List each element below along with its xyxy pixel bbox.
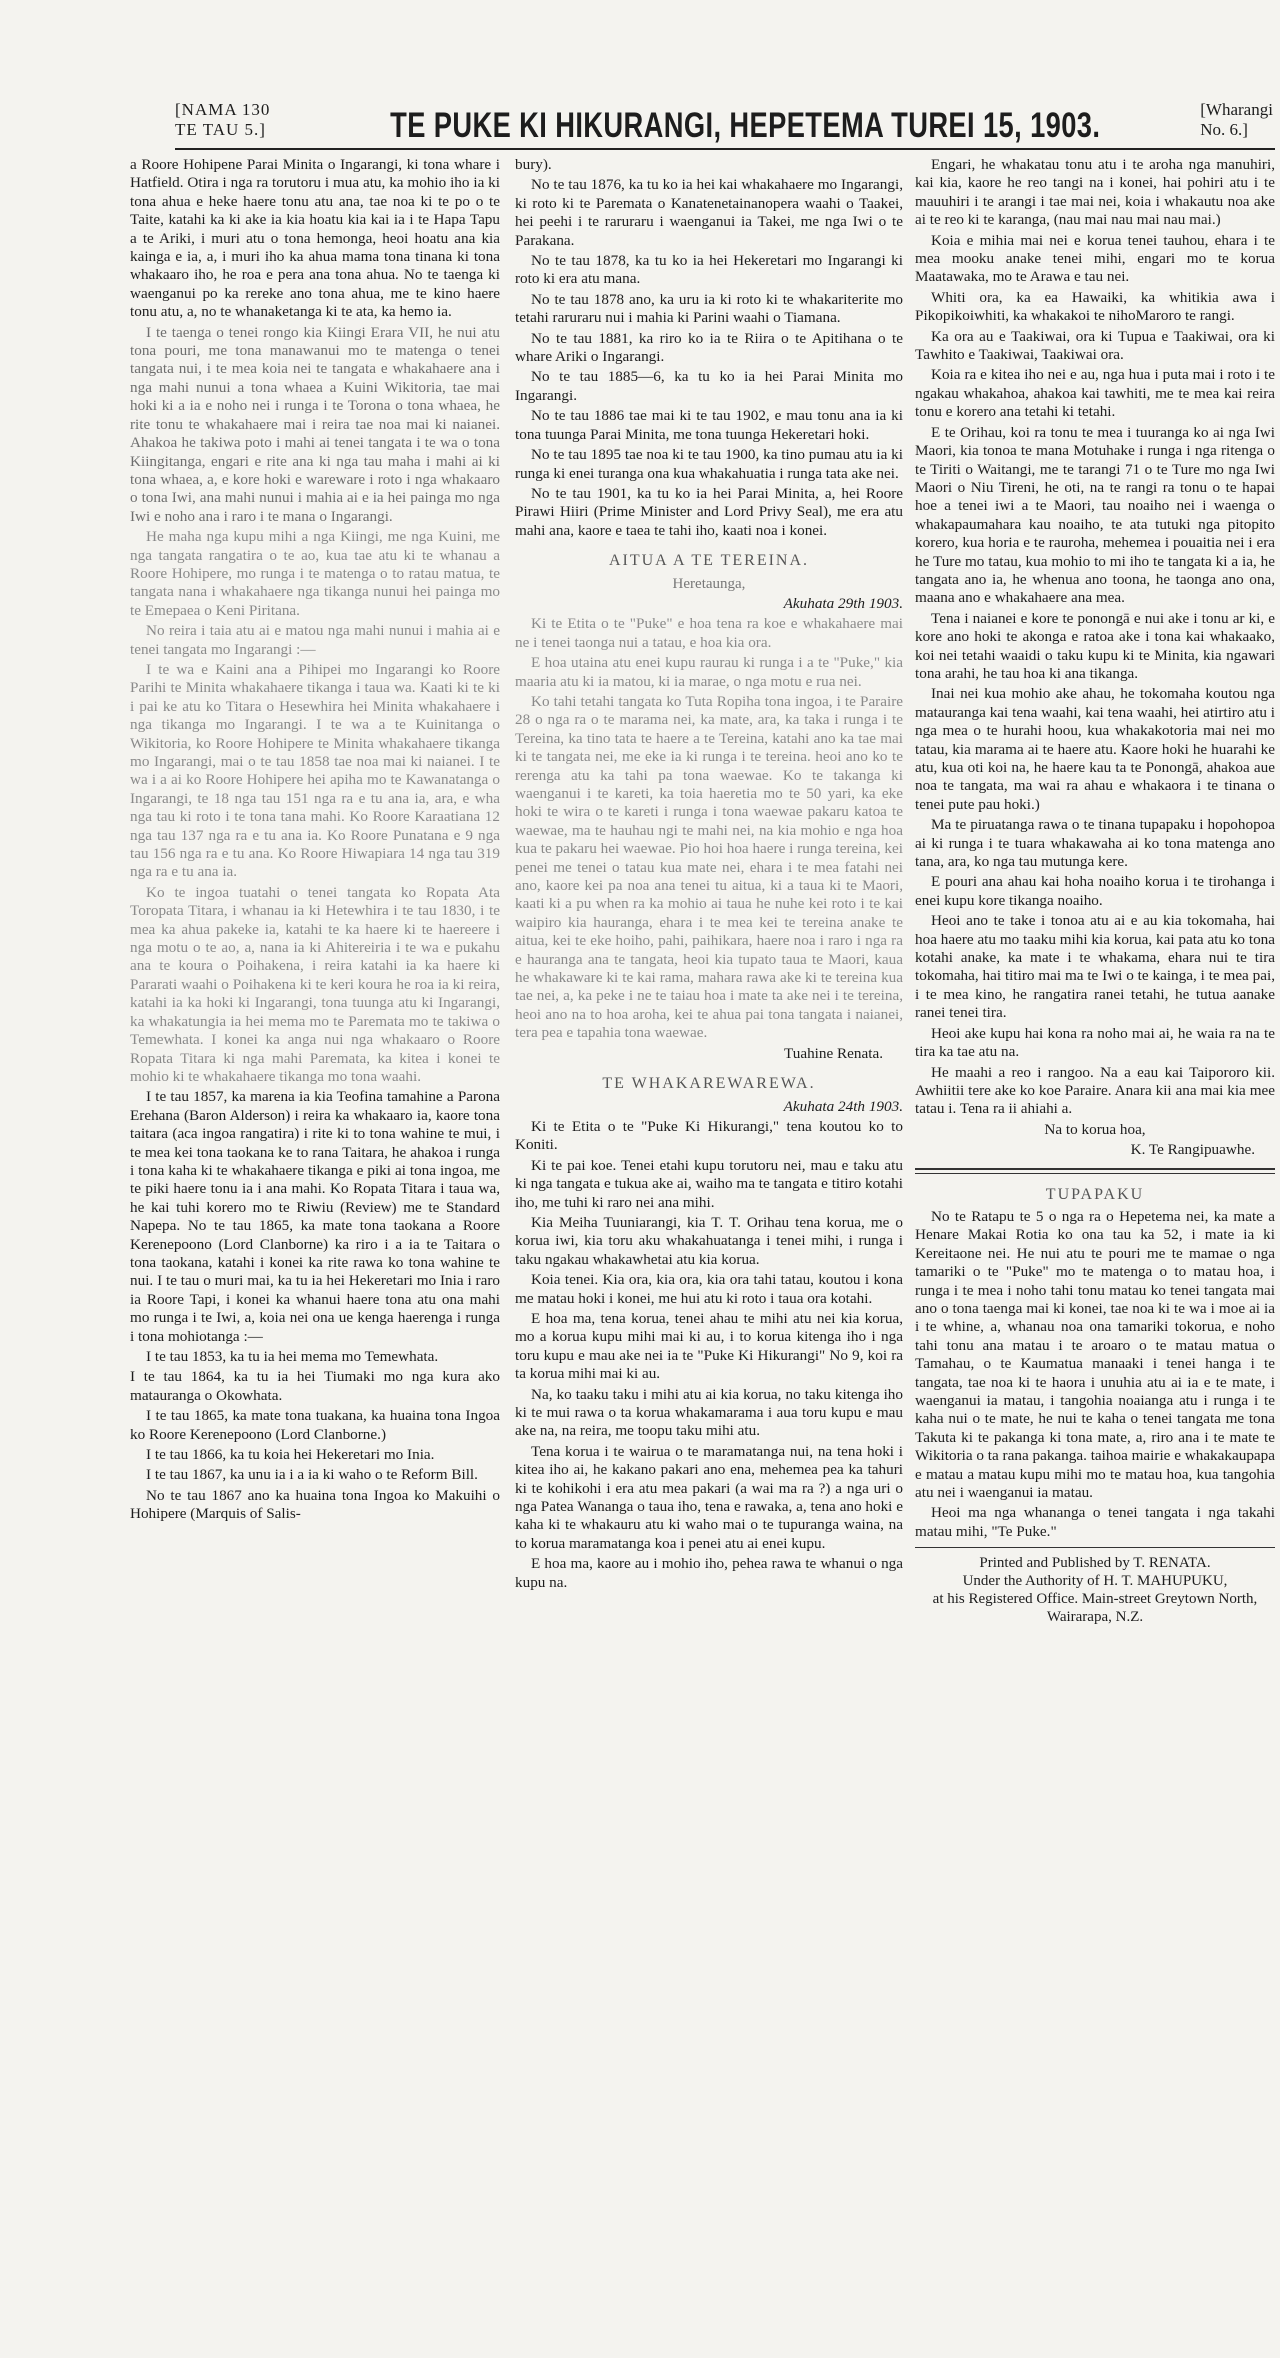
column-2 [515,156,903,1594]
paragraph: a Roore Hohipene Parai Minita o Ingarangi, ki tona whare i Hatfield. Otira i nga ra torutoru i mua atu, ka mohio iho ia ki tona ahua e heke haere tonu atu ana, tae noa ki te po o te Taite, katahi ka ki ake ia kia hoatu kia kai ia i te Hapa Tapu a te Ariki, i muri atu o tona hemonga, heoi hoatu ana kia kainga e ia, a, i muri iho ka ahua mama tona tinana ki tona whakaaro iho, he roa e pera ana tona ahua. No te taenga ki waenganui po ka rereke ano tona ahua, me te kino haere tonu atu, a, no te whanaketanga ki te ata, ka hemo ia. [130,156,500,321]
paragraph: I te tau 1866, ka tu koia hei Hekeretari mo Inia. [146,1446,435,1464]
paragraph: No te tau 1876, ka tu ko ia hei kai whakahaere mo Ingarangi, ki roto ki te Paremata o Kanatenetainanopera waahi o Taakei, hei peehi i te raruraru i waenganui ia Takei, me nga Iwi o te Parakana. [515,176,903,249]
masthead [175,92,1275,150]
paragraph: E te Orihau, koi ra tonu te mea i tuuranga ko ai nga Iwi Maori, kia tonoa te mana Motuhake i runga i nga ritenga o te Tiriti o Waitangi, me te tarangi 71 o te Ture mo nga Iwi Maori o Niu Tireni, he oti, na te rangi ra tonu o te hapai hoe a tenei iwi a te Maori, tau noaiho nei i waenga o whakapaumahara kau noaiho, te ata tutuki nga pitopito korero, kua horia e te rauroha, mehemea i pouaitia nei i era he Ture mo tatau, kua mohio to mi iho te tangata ki a ia, he tangata ano ia, he whenua ano toona, he taonga ano ona, maana ano e whakahaere ana mea. [915,423,1275,607]
paragraph: Tena korua i te wairua o te maramatanga nui, na tena hoki i kitea iho ai, he kakano pakari ano ena, mehemea pea ka tahuri ki te kohikohi i era atu mea pakari (a wai ma ra ?) a nga uri o nga Patea Wananga o taua iho, tena e rawaka, a, tena ano hoki e kaha ki te whakauru atu ki waho mai o te tupuranga waina, na to korua maramatanga koa i penei atu ai enei kupu. [515,1442,903,1552]
imprint-line: Under the Authority of H. T. MAHUPUKU, [962,1573,1228,1590]
paragraph: No te tau 1881, ka riro ko ia te Riira o te Apitihana o te whare Ariki o Ingarangi. [515,329,903,366]
paragraph: Ko tahi tetahi tangata ko Tuta Ropiha tona ingoa, i te Paraire 28 o nga ra o te marama nei, ka mate, ara, ka taka i runga i te Tereina, ka tino tata te haere a te Tereina, katahi ano ka tae mai ki te tangata nei, me eke ia ki runga i te tereina. heoi ano ko te rerenga atu ka tahi pa tona waewae. Ko te takanga ki waenganui i te kareti, ka toia haeretia mo te 50 yari, ka eke hoki te wira o te kareti i runga i tona waewae pakaru katoa te waewae, ma te hauhau ngi te mahi nei, na kia mohio e nga hoa kua te pakaru hei waewae. Pio hoi hoa haere i runga tereina, kei penei me tenei o tatau kua mate nei, ehara i te mea fatahi nei ano, kaore kei pa noa ana tenei tu aitua, ki a taua ki te Maori, kaati ki a pu when ra ka mohio ai taua he nuhe kei roto i te kai waipiro kia hauranga, ehara i te mea kei te tereina anake te aitua, kei te eke hoiho, pahi, paihikara, haere noa i raro i nga ra e hauranga ana te tangata, heoi kia tupato taua te Maori, kaua he whakaware ki te kai rama, mahara rawa ake ki te tereina kua tae nei, a, ka peke i ne te taiau hoa i mate ta ake nei i te tereina, heoi ano na to hoa aroha, kei te ahua pai tona tangata i naianei, tera pea e tapahia tona waewae. [515,692,903,1042]
paragraph: I te tau 1865, ka mate tona tuakana, ka huaina tona Ingoa ko Roore Kerenepoono (Lord Clanborne.) [130,1407,500,1443]
letter-closing: Na to korua hoa, [1044,1120,1146,1138]
paragraph: Koia e mihia mai nei e korua tenei tauhou, ehara i te mea mooku anake tenei mihi, engari mo te korua Maatawaka, mo te Arawa e tau nei. [915,231,1275,286]
imprint-line: Printed and Published by T. RENATA. [979,1555,1211,1572]
article-date: Akuhata 29th 1903. [783,594,903,612]
paragraph: No te tau 1867 ano ka huaina tona Ingoa ko Makuihi o Hohipere (Marquis of Salis- [130,1486,500,1523]
paragraph: Ka ora au e Taakiwai, ora ki Tupua e Taakiwai, ora ki Tawhito e Taakiwai, Taakiwai ora. [915,327,1275,364]
paragraph: Whiti ora, ka ea Hawaiki, ka whitikia awa i Pikopikoiwhiti, ka whakakoi te nihoMaroro te rangi. [915,288,1275,325]
paragraph: Na, ko taaku taku i mihi atu ai kia korua, no taku kitenga iho ki te mui rawa o ta korua whakamarama i aua toru kupu e mau ake na, na reira, me toopu taku mihi atu. [515,1385,903,1440]
imprint-line: at his Registered Office. Main-street Greytown North, Wairarapa, N.Z. [932,1591,1258,1626]
article-heading: AITUA A TE TEREINA. [608,552,810,570]
paragraph: No te tau 1886 tae mai ki te tau 1902, e mau tonu ana ia ki tona tuunga Parai Minita, me tona tuunga Hekeretari hoki. [515,407,903,443]
paragraph: Koia tenei. Kia ora, kia ora, kia ora tahi tatau, koutou i kona me matau hoki i konei, me hui atu ki roto i taua ora kotahi. [515,1271,903,1307]
paragraph: No te tau 1895 tae noa ki te tau 1900, ka tino pumau atu ia ki runga ki enei turanga ona kua whakahuatia i runga tata ake nei. [515,446,903,482]
paragraph: Heoi ano te take i tonoa atu ai e au kia tokomaha, hai hoa haere atu mo taaku mihi kia korua, kai pata atu ko tona kotahi anake, ka mate i te whakama, ehara nui te tira tokomaha, hai titiro mai ma te Iwi o te kainga, i te mea pai, i te mea kino, he rangatira ranei tetahi, he tutua aanake ranei tenei tira. [915,912,1275,1022]
paragraph: I te tau 1857, ka marena ia kia Teofina tamahine a Parona Erehana (Baron Alderson) i reira ka whakaaro ia, kaore tona taitara (aca ingoa rangatira) i rite ki to tona wahine te mui, i te mea kei tona taokana ke to rana Taitara, he ahakoa i runga i tona kaha ki te whakahaere tikanga e piki ai tona ingoa, me te piki haere tonu ia i ana mahi. Ko Ropata Titara i taua wa, he kai tuhi korero mo te Riwiu (Review) me te Standard Napepa. No te tau 1865, ka mate tona taokana a Roore Kerenepoono (Lord Clanborne) ka riro i a ia te Taitara o tona taokana, katahi i konei ka rite rawa ko tona wahine te nui. I te tau o muri mai, ka tu ia hei Hekeretari mo Inia i raro ia Roore Tapi, i konei ka whanui haere tona atu ona mahi mo runga i te Iwi, a, koia nei ona ue kenga haerenga i runga i tona mohiotanga :— [130,1088,500,1345]
paragraph: E pouri ana ahau kai hoha noaiho korua i te tirohanga i enei kupu kore tikanga noaiho. [915,873,1275,909]
paragraph: E hoa utaina atu enei kupu raurau ki runga i a te "Puke," kia maaria atu ki ia matou, ki ia marae, o nga motu e rua nei. [515,654,903,690]
article-signature: Tuahine Renata. [784,1044,883,1062]
paragraph: No te tau 1878, ka tu ko ia hei Hekeretari mo Ingarangi ki roto ki era atu mana. [515,252,903,288]
paragraph: Ki te Etita o te "Puke Ki Hikurangi," tena koutou ko to Koniti. [515,1117,903,1154]
paragraph: I te taenga o tenei rongo kia Kiingi Erara VII, he nui atu tona pouri, me tona manawanui mo te matenga o tenei tangata nui, i te mea koia nei te tangata e whakahaere ana i nga mahi nunui a tona whaea a Kuini Wikitoria, tae mai hoki ki a ia e noho nei i runga i te Torona o tona whaea, he rite tonu te whakahaere mai i reira tae noa mai ki naianei. Ahakoa he takiwa poto i mahi ai tenei tangata i te wa o tona Kiingitanga, engari e rite ana ki nga tau maha i mahi ai ki tona whaea, a, e kore hoki e wareware i roto i nga whakaaro o tona Iwi, ana mahi nunui i mahia ai e ia hei painga mo nga Iwi e noho ana i raro i te mana o Ingarangi. [130,323,500,525]
imprint [915,1554,1275,1626]
paragraph: Ko te ingoa tuatahi o tenei tangata ko Ropata Ata Toropata Titara, i whanau ia ki Hetewhira i te tau 1830, i te mea ka ahua pakeke ia, katahi te ka haere ki te haereere i nga motu o te ao, a, nana ia ki Ahitereiria i te wa e pukahu ana te koura o Poihakena, i reira katahi ia ka haere ki Pararati waahi o Poihakena ki te keri koura he roa ia ki reira, katahi ia ka hoki ki Ingarangi, tona tuunga atu ki Ingarangi, ka whakatungia ia hei mema mo te Paremata mo te takiwa o Temewhata. I konei ka anga nui nga whakaaro o Roore Ropata Titara ki nga mahi Paremata, ka kitea i konei te mohio ki te whakahaere tikanga mo tona waahi. [130,883,500,1085]
paragraph: Heoi ma nga whananga o tenei tangata i nga takahi matau mihi, "Te Puke." [915,1504,1275,1540]
paragraph: Tena i naianei e kore te ponongā e nui ake i tonu ar ki, e kore ano hoki te akonga e ratoa ake i tona kai whakaako, koi nei tetahi waaidi o taku kupu ki te Minita, kia ngawari tona arahi, he tau hoa ki ana tikanga. [915,609,1275,682]
column-1 [130,156,500,1526]
paragraph: Engari, he whakatau tonu atu i te aroha nga manuhiri, kai kia, kaore he reo tangi na i konei, hai pohiri atu i te mauuhiri i te arangi i tae mai nei, koia i whakautu noa ake ai te reo ki te karanga, (nau mai nau mai nau mai.) [915,156,1275,229]
issue-number: [NAMA 130 TE TAU 5.] [175,100,271,139]
paragraph: He maahi a reo i rangoo. Na a eau kai Taipororo kii. Awhiitii tere ake ko koe Paraire. Anara kii ana mai kia mee tatau i. Tena ra ii ahiahi a. [915,1063,1275,1118]
paragraph: No te tau 1885—6, ka tu ko ia hei Parai Minita mo Ingarangi. [515,368,903,404]
paragraph: I te tau 1864, ka tu ia hei Tiumaki mo nga kura ako matauranga o Okowhata. [130,1368,500,1404]
paragraph: I te tau 1853, ka tu ia hei mema mo Temewhata. [146,1348,439,1365]
letter-signature: K. Te Rangipuawhe. [1130,1141,1255,1159]
paragraph: No reira i taia atu ai e matou nga mahi nunui i mahia ai e tenei tangata mo Ingarangi :— [130,622,500,658]
imprint-divider [915,1547,1275,1548]
paragraph: Ma te piruatanga rawa o te tinana tupapaku i hopohopoa ai ki runga i te tuara whakawaha ai ko tona matenga ano tana, ara, ko nga tau mutunga kere. [915,816,1275,871]
article-place: Heretaunga, [672,575,746,592]
newspaper-title: TE PUKE KI HIKURANGI, HEPETEMA TUREI 15, 1903. [389,106,1101,145]
paragraph: E hoa ma, tena korua, tenei ahau te mihi atu nei kia korua, mo a korua kupu mihi mai ki au, i to korua kitenga iho i nga toru kupu e mau ake nei ia te "Puke Ki Hikurangi" No 9, koi ra ta korua mihi mai ki au. [515,1309,903,1383]
section-divider [915,1168,1275,1174]
paragraph: bury). [515,156,552,173]
paragraph: Koia ra e kitea iho nei e au, nga hua i puta mai i roto i te ngakau whakahoa, ahakoa kai tawhiti, me te mea kai reira tonu e korero ana tetahi ki tetahi. [915,366,1275,421]
column-3 [915,156,1275,1626]
paragraph: E hoa ma, kaore au i mohio iho, pehea rawa te whanui o nga kupu na. [515,1555,903,1591]
paragraph: I te tau 1867, ka unu ia i a ia ki waho o te Reform Bill. [146,1466,478,1484]
paragraph: No te tau 1901, ka tu ko ia hei Parai Minita, a, hei Roore Pirawi Hiiri (Prime Minister and Lord Privy Seal), me era atu mahi ana, kaore e taea te tahi iho, kaati noa i konei. [515,484,903,539]
paragraph: I te wa e Kaini ana a Pihipei mo Ingarangi ko Roore Parihi te Minita whakahaere tikanga i taua wa. Kaati ki te ki i pai ke atu ko Titara o Hesewhira hei Minita whakahaere i nga tikanga mo Ingarangi. I te wa a te Kuinitanga o Wikitoria, ko Roore Hohipere te Minita whakahaere tikanga mo Ingarangi, mai o te tau 1858 tae noa mai ki naianei. I te wa i a ai ko Roore Hohipere hei apiha mo te Kawanatanga o Ingarangi, te 18 nga tau 151 nga ra e tu ana ia, ara, e wha nga tau ki roto i te tona tana mahi. Ko Roore Karaatiana 12 nga tau 137 nga ra e tu ana ia. Ko Roore Punatana e 9 nga tau 156 nga ra e tu ana. Ko Roore Hiwapiara 14 nga tau 319 nga ra e tu ana ia. [130,660,500,881]
paragraph: Ki te pai koe. Tenei etahi kupu torutoru nei, mau e taku atu ki nga tangata e tukua ake ai, waiho ma te tangata e titiro kotahi iho, me tuhi ki raro nei ana mihi. [515,1156,903,1211]
page-number: [Wharangi No. 6.] [1200,100,1273,139]
article-date: Akuhata 24th 1903. [783,1097,903,1115]
article-heading: TE WHAKAREWAREWA. [602,1075,816,1093]
paragraph: No te tau 1878 ano, ka uru ia ki roto ki te whakariterite mo tetahi raruraru nui i mahia ki Parini waahi o Tiamana. [515,290,903,327]
paragraph: Kia Meiha Tuuniarangi, kia T. T. Orihau tena korua, me o korua iwi, kia toru aku whakahuatanga i tenei mihi, i runga i taku ngakau whakawhetai atu kia korua. [515,1213,903,1268]
paragraph: He maha nga kupu mihi a nga Kiingi, me nga Kuini, me nga tangata rangatira o te ao, kua tae atu ki te whanau a Roore Hohipere, mo runga i te matenga o to ratau matua, te tangata nana i whakahaere nga tikanga nunui hei painga mo te Emepaea o Keni Piritana. [130,528,500,619]
article-heading: TUPAPAKU [1045,1185,1145,1203]
paragraph: Inai nei kua mohio ake ahau, he tokomaha koutou nga matauranga kai tena waahi, kai tena waahi, hei atirtiro atu i nga mea o te hurahi hoou, kua whakakotoria mai nei mo tatau, kia marama ai te haere atu. Kaore hoki he huarahi ke atu, kua oti koi na, he haere kau ta te Ponongā, ahakoa aue noa te tangata, ma wai ra ahau e whakaora i te tinana o tenei pute pau hoki.) [915,685,1275,813]
paragraph: Ki te Etita o te "Puke" e hoa tena ra koe e whakahaere mai ne i tenei taonga nui a tatau, e hoa kia ora. [515,615,903,651]
paragraph: No te Ratapu te 5 o nga ra o Hepetema nei, ka mate a Henare Makai Rotia ko ona tau ka 52, i mate ia ki Kereitaone nei. He nui atu te pouri me te mamae o nga tamariki o te "Puke" mo te matenga o to matau hoa, i runga i te mea i noho tahi tonu matau ko tenei tangata mai ano o tona taenga mai ki konei, tae noa ki te wa i moe ai ia i te whine, a, whanau noa ona tamariki tokorua, e noho tahi tonu ana matau i te aroaro o te matau matua o Tamahau, o te Kaumatua manaaki i tenei hanga i te tangata, tae noa ki te haora i unuhia atu ai ia e te mate, i waenganui ia matau, i tangohia noaianga atu i runga i te kaha nui o te mate, he nui te kaha o tenei tangata me tona Takuta ki te pakanga ki tona mate, a, riro ana i te mate te Wikitoria o ta rana pakanga. taihoa mairie e whakakaupapa e matau a matau kupu mihi mo te matau hoa, kua tangohia atu nei i waenganui ia matau. [915,1207,1275,1502]
paragraph: Heoi ake kupu hai kona ra noho mai ai, he waia ra na te tira ka tae atu na. [915,1024,1275,1061]
